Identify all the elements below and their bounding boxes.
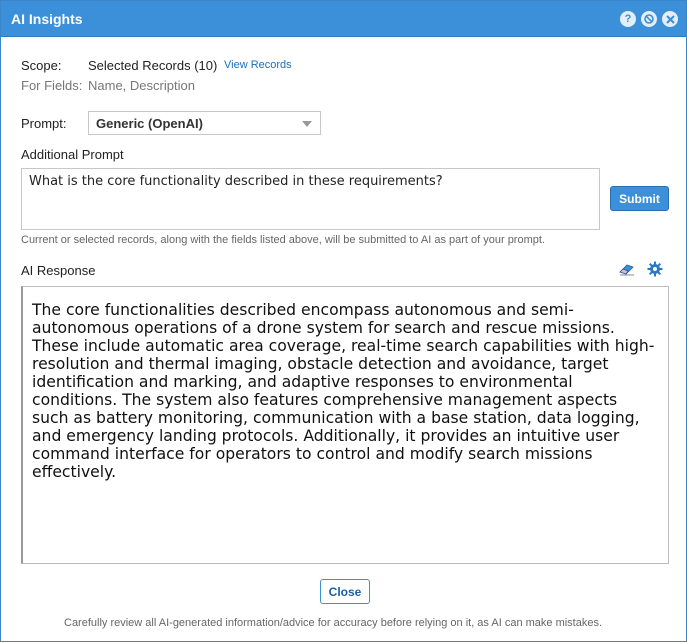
submit-button[interactable]: Submit bbox=[610, 186, 669, 211]
prompt-label: Prompt: bbox=[21, 116, 67, 131]
dialog-title: AI Insights bbox=[11, 11, 83, 27]
additional-prompt-label: Additional Prompt bbox=[21, 147, 124, 162]
titlebar-controls bbox=[620, 11, 678, 27]
scope-label: Scope: bbox=[21, 58, 62, 73]
scope-value: Selected Records (10) bbox=[88, 58, 218, 73]
additional-prompt-input[interactable]: What is the core functionality described in these requirements? bbox=[21, 168, 600, 230]
ai-disclaimer: Carefully review all AI-generated information/advice for accuracy before relying on it, as AI can make mistakes. bbox=[64, 617, 603, 629]
close-icon[interactable] bbox=[662, 11, 678, 27]
ai-response-text[interactable]: The core functionalities described encompass autonomous and semi-autonomous operations of a drone system for search and rescue missions. These include automatic area coverage, real-time search capabilities with high-resolution and thermal imaging, obstacle detection and avoidance, target identification and marking, and adaptive responses to environmental conditions. The system also features comprehensive management aspects such as battery monitoring, communication with a base station, data logging, and emergency landing protocols. Additionally, it provides an intuitive user command interface for operators to control and modify search missions effectively. bbox=[21, 286, 669, 564]
ai-response-label: AI Response bbox=[21, 263, 96, 278]
view-records-link[interactable]: View Records bbox=[224, 59, 292, 71]
fields-value: Name, Description bbox=[88, 78, 195, 93]
dialog-titlebar[interactable] bbox=[1, 1, 686, 37]
fields-label: For Fields: bbox=[21, 78, 83, 93]
prompt-selected-value: Generic (OpenAI) bbox=[96, 116, 203, 131]
help-icon[interactable]: ? bbox=[620, 11, 636, 27]
eraser-icon[interactable] bbox=[619, 262, 635, 276]
gear-icon[interactable] bbox=[647, 261, 663, 277]
chevron-down-icon bbox=[302, 121, 312, 127]
close-button[interactable]: Close bbox=[320, 579, 370, 604]
prompt-select[interactable] bbox=[88, 111, 321, 135]
submission-hint: Current or selected records, along with the fields listed above, will be submitted to AI as part of your prompt. bbox=[21, 234, 545, 246]
minimize-icon[interactable] bbox=[641, 11, 657, 27]
